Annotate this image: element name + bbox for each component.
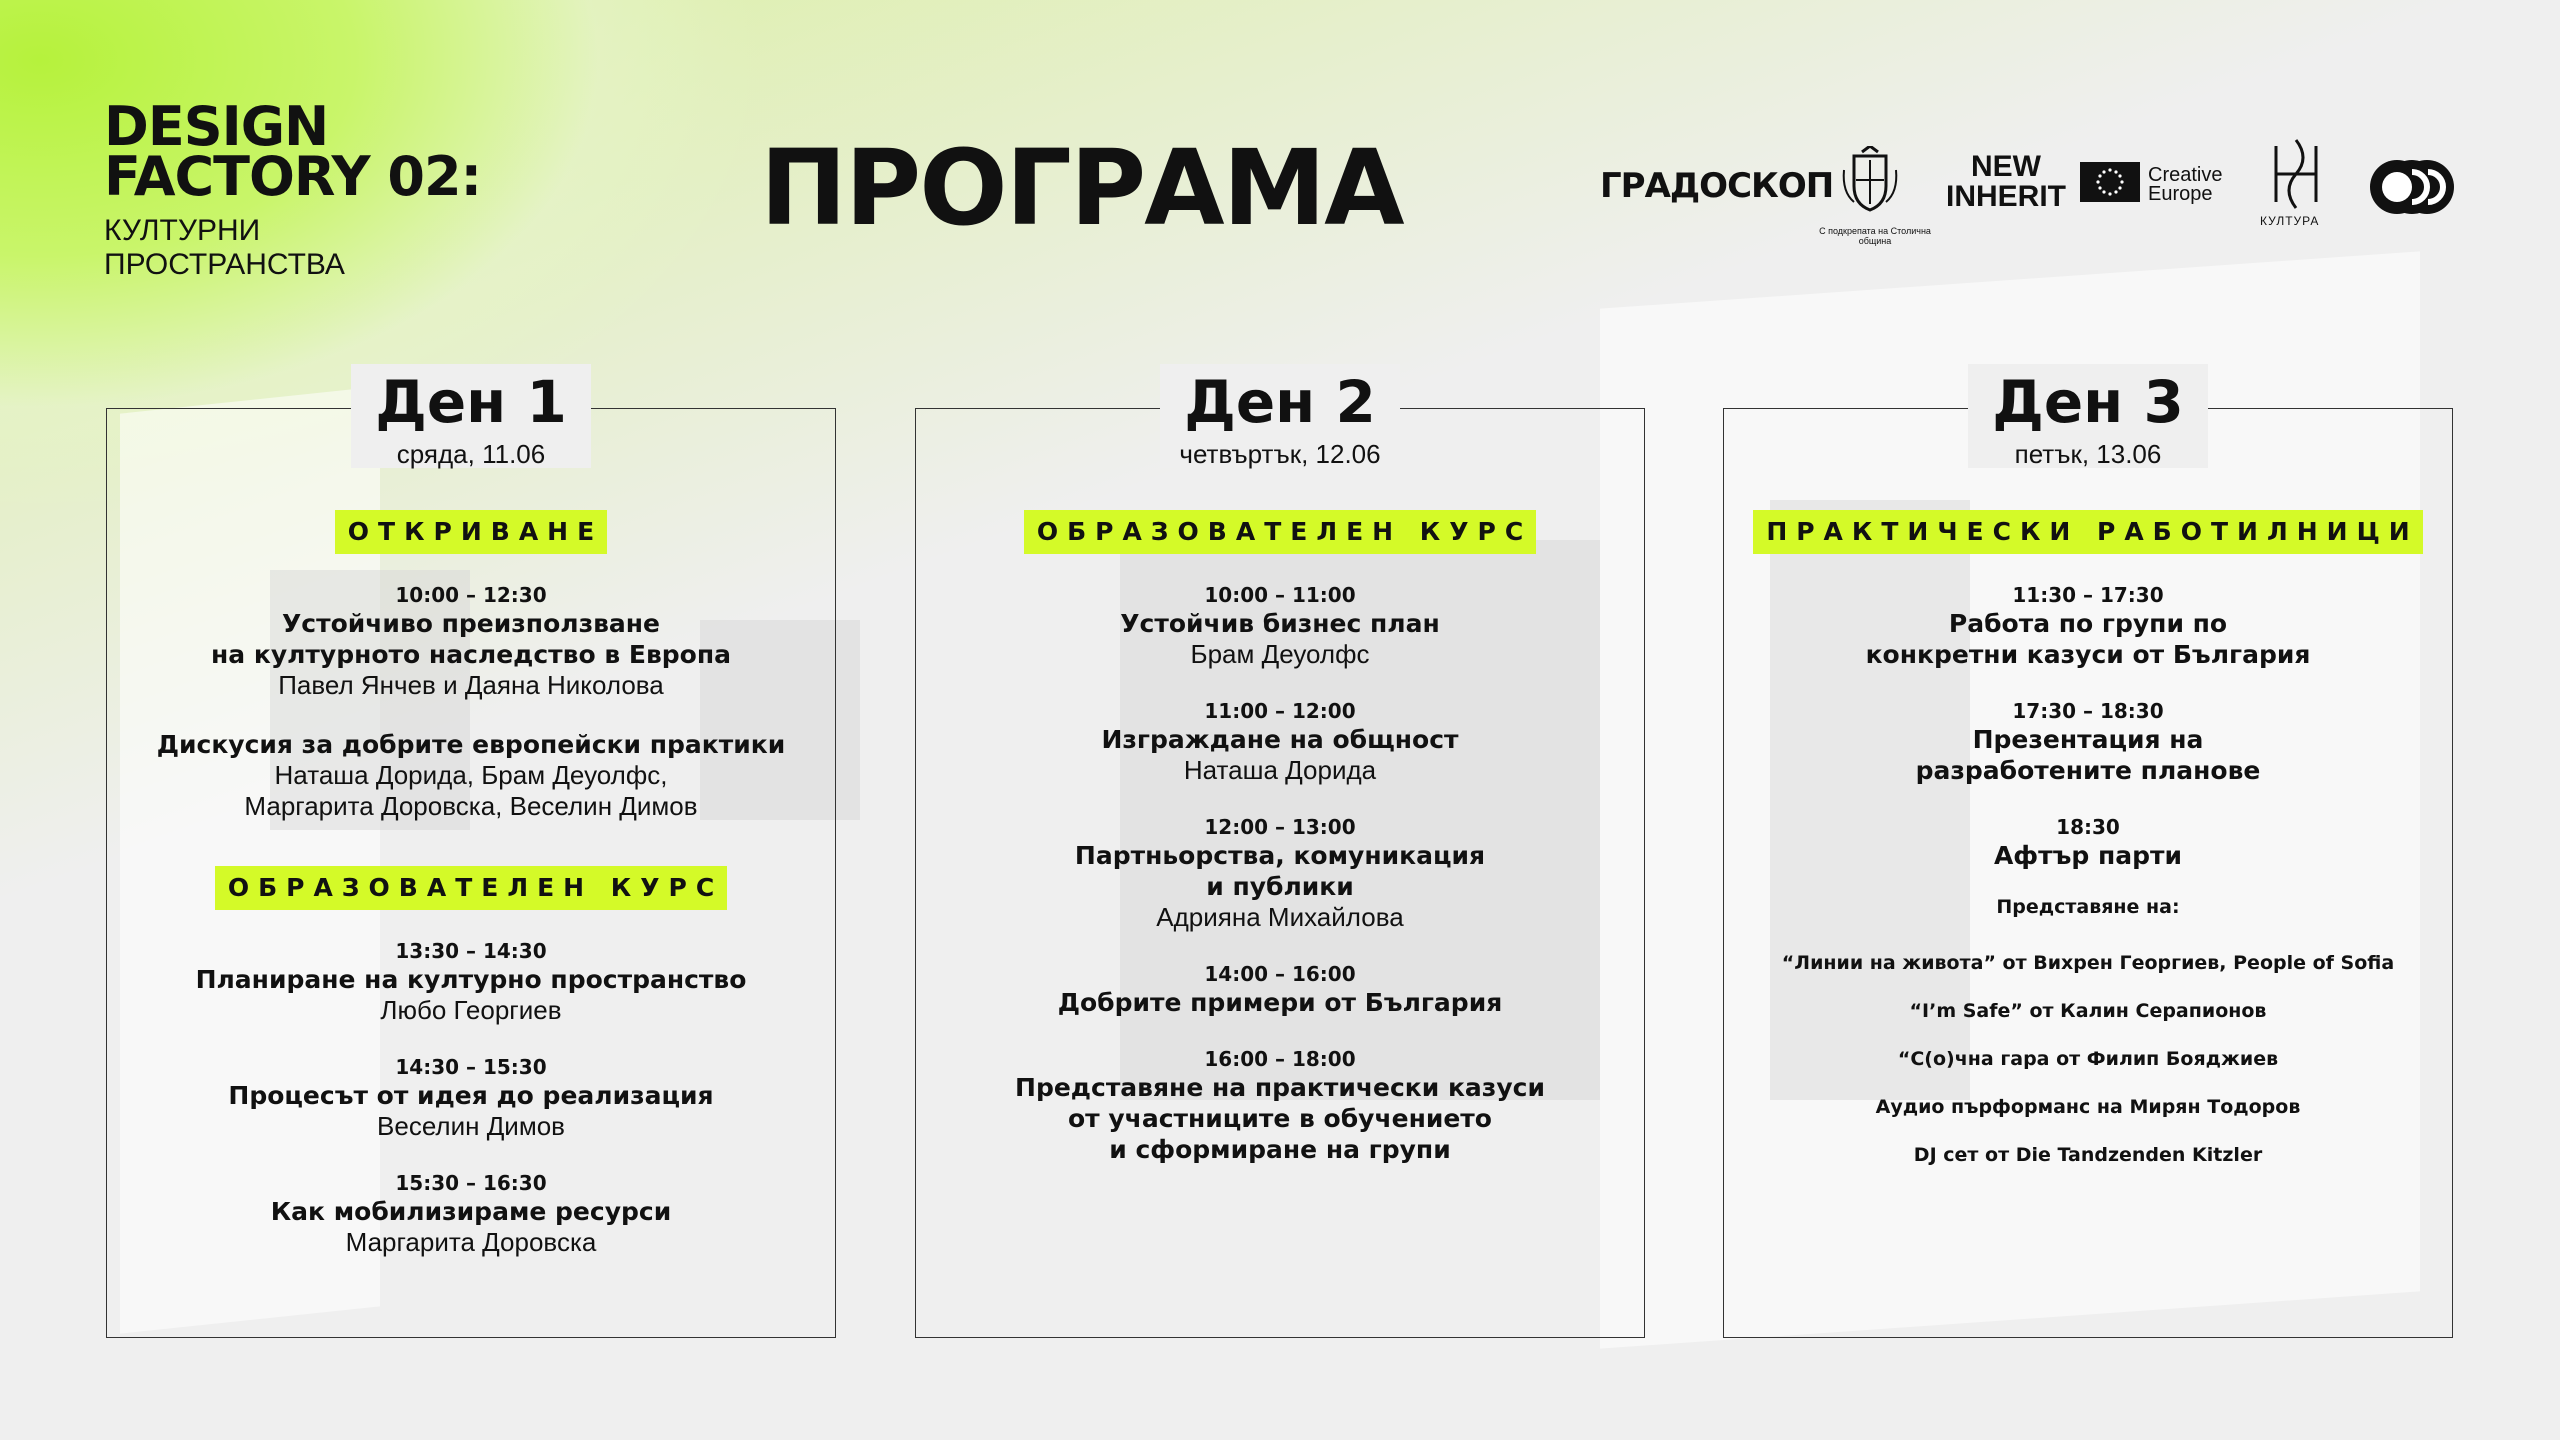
event-time: 14:00 – 16:00 [1204, 962, 1356, 986]
day-title: Ден 3 [1992, 368, 2184, 436]
event-title: Процесът от идея до реализация [228, 1081, 714, 1110]
event-title: Презентация на [1972, 725, 2204, 754]
event-title: Устойчиво преизползване [281, 609, 661, 638]
brand-logo [104, 95, 482, 282]
event-time: 11:00 – 12:00 [1204, 699, 1356, 723]
event-time: 10:00 – 12:30 [395, 583, 547, 607]
kultura-fund-icon [2266, 138, 2326, 210]
event-title: от участниците в обучението [1068, 1104, 1492, 1133]
brand-sub-line-1: КУЛТУРНИ [104, 214, 261, 247]
event-title: Как мобилизираме ресурси [270, 1197, 672, 1226]
event-speakers: Адрияна Михайлова [1156, 902, 1404, 932]
event-time: 17:30 – 18:30 [2012, 699, 2164, 723]
day-date: петък, 13.06 [2014, 439, 2162, 469]
brand-sub-line-2: ПРОСТРАНСТВА [104, 248, 345, 281]
event-speakers: Любо Георгиев [380, 995, 562, 1025]
eu-flag-icon [2080, 162, 2140, 202]
brand-sub [104, 214, 481, 282]
event-speakers: Маргарита Доровска, Веселин Димов [244, 791, 698, 821]
list-item: Аудио пърформанс на Мирян Тодоров [1875, 1096, 2301, 1118]
event-title: и сформиране на групи [1109, 1135, 1451, 1164]
event-speakers: Маргарита Доровска [345, 1227, 597, 1257]
day-2-header [1160, 364, 1400, 468]
new-inherit-line-1: NEW [1971, 150, 2041, 183]
day-title: Ден 1 [375, 368, 567, 436]
event-time: 18:30 [2056, 815, 2120, 839]
event-time: 14:30 – 15:30 [395, 1055, 547, 1079]
day-date: четвъртък, 12.06 [1179, 439, 1381, 469]
event-title: и публики [1206, 872, 1354, 901]
day-3-program [1723, 510, 2453, 1167]
presenting-label: Представяне на: [1996, 896, 2180, 918]
brand-line-2: FACTORY 02: [104, 145, 482, 208]
event-title: на културното наследство в Европа [211, 640, 731, 669]
event-time: 12:00 – 13:00 [1204, 815, 1356, 839]
event-title: Работа по групи по [1948, 609, 2228, 638]
event-title: Изграждане на общност [1101, 725, 1459, 754]
section-tag: ОБРАЗОВАТЕЛЕН КУРС [1024, 510, 1536, 554]
list-item: “I’m Safe” от Калин Серапионов [1909, 1000, 2267, 1022]
event-speakers: Павел Янчев и Даяна Николова [278, 670, 664, 700]
event-time: 15:30 – 16:30 [395, 1171, 547, 1195]
event-title: Партньорства, комуникация [1074, 841, 1486, 870]
creative-line-1: Creative [2148, 164, 2223, 186]
day-2-program [915, 510, 1645, 1165]
event-time: 11:30 – 17:30 [2012, 583, 2164, 607]
creative-europe-logo [2148, 166, 2222, 204]
event-title: Представяне на практически казуси [1015, 1073, 1545, 1102]
creative-line-2: Europe [2148, 183, 2213, 205]
partner-logos [1600, 140, 2460, 246]
page-title: ПРОГРАМА [760, 127, 1403, 249]
section-tag: ОТКРИВАНЕ [335, 510, 607, 554]
event-time: 16:00 – 18:00 [1204, 1047, 1356, 1071]
day-title: Ден 2 [1184, 368, 1376, 436]
event-title: Планиране на културно пространство [195, 965, 747, 994]
day-date: сряда, 11.06 [396, 439, 546, 469]
new-inherit-line-2: INHERIT [1946, 180, 2066, 213]
section-tag: ОБРАЗОВАТЕЛЕН КУРС [215, 866, 727, 910]
list-item: DJ сет от Die Tandzenden Kitzler [1913, 1144, 2263, 1166]
gradoskop-logo: ГРАДОСКОП [1600, 166, 1834, 206]
event-title: конкретни казуси от България [1865, 640, 2311, 669]
event-speakers: Наташа Дорида, Брам Деуолфс, [274, 760, 668, 790]
event-speakers: Брам Деуолфс [1190, 639, 1370, 669]
event-speakers: Наташа Дорида [1183, 755, 1377, 785]
event-title: Дискусия за добрите европейски практики [156, 730, 786, 759]
day-1-header [351, 364, 591, 468]
day-3-header [1968, 364, 2208, 468]
event-time: 10:00 – 11:00 [1204, 583, 1356, 607]
list-item: “С(о)чна гара от Филип Бояджиев [1897, 1048, 2279, 1070]
sofia-crest-icon [1840, 146, 1900, 214]
event-title: Устойчив бизнес план [1120, 609, 1440, 638]
crest-caption: С подкрепата на Столична община [1819, 226, 1931, 246]
brand-line-1: DESIGN [104, 95, 329, 158]
section-tag: ПРАКТИЧЕСКИ РАБОТИЛНИЦИ [1753, 510, 2422, 554]
event-speakers: Веселин Димов [377, 1111, 565, 1141]
event-title: Добрите примери от България [1057, 988, 1503, 1017]
new-inherit-logo [1946, 152, 2066, 212]
kultura-caption: КУЛТУРА [2260, 214, 2320, 228]
event-title: Афтър парти [1993, 841, 2183, 870]
event-title: разработените планове [1915, 756, 2261, 785]
list-item: “Линии на живота” от Вихрен Георгиев, People of Sofia [1781, 952, 2395, 974]
event-time: 13:30 – 14:30 [395, 939, 547, 963]
day-1-program [106, 510, 836, 1258]
cd-logo-icon [2368, 158, 2456, 216]
